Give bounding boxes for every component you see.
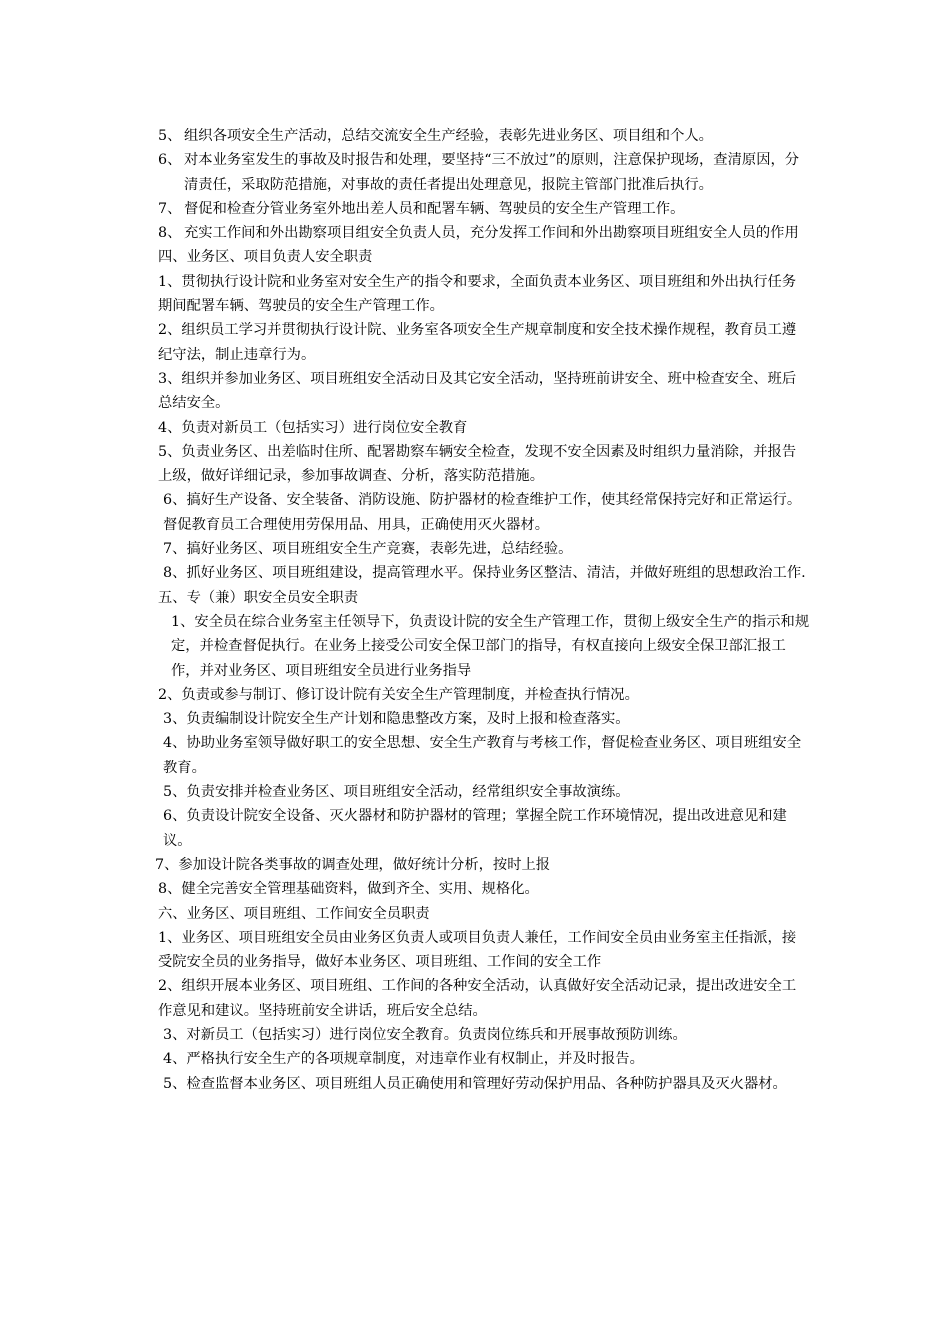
paragraph: 4、协助业务室领导做好职工的安全思想、安全生产教育与考核工作，督促检查业务区、项目班组安全教育。 [163, 735, 802, 776]
paragraph: 3、组织并参加业务区、项目班组安全活动日及其它安全活动，坚持班前讲安全、班中检查安全、班后总结安全。 [158, 370, 797, 412]
section-heading: 五、专（兼）职安全员安全职责 [158, 589, 359, 606]
item-text: 督促和检查分管业务室外地出差人员和配署车辆、驾驶员的安全生产管理工作。 [184, 200, 685, 217]
paragraph: 5、负责安排并检查业务区、项目班组安全活动，经常组织安全事故演练。 [163, 784, 630, 801]
section-heading: 六、业务区、项目班组、工作间安全员职责 [158, 905, 430, 922]
item-text: 组织各项安全生产活动，总结交流安全生产经验，表彰先进业务区、项目组和个人。 [184, 128, 713, 144]
item-number: 5、 [158, 128, 182, 144]
paragraph: 8、健全完善安全管理基础资料，做到齐全、实用、规格化。 [158, 881, 539, 898]
list-item [158, 148, 810, 197]
paragraph: 1、业务区、项目班组安全员由业务区负责人或项目负责人兼任，工作间安全员由业务室主任指派，接受院安全员的业务指导，做好本业务区、项目班组、工作间的安全工作 [158, 929, 797, 971]
paragraph: 6、负责设计院安全设备、灭火器材和防护器材的管理；掌握全院工作环境情况，提出改进意见和建议。 [163, 808, 787, 849]
item-number: 8、 [158, 225, 182, 242]
paragraph: 6、搞好生产设备、安全装备、消防设施、防护器材的检查维护工作，使其经常保持完好和正常运行。督促教育员工合理使用劳保用品、用具，正确使用灭火器材。 [163, 492, 802, 533]
section-heading: 四、业务区、项目负责人安全职责 [158, 249, 373, 266]
paragraph: 3、负责编制设计院安全生产计划和隐患整改方案，及时上报和检查落实。 [163, 711, 630, 728]
paragraph: 7、搞好业务区、项目班组安全生产竞赛，表彰先进，总结经验。 [163, 541, 573, 558]
paragraph: 2、负责或参与制订、修订设计院有关安全生产管理制度，并检查执行情况。 [158, 686, 639, 703]
paragraph: 8、抓好业务区、项目班组建设，提高管理水平。保持业务区整洁、清洁，并做好班组的思想政治工作. [163, 565, 806, 582]
paragraph: 4、严格执行安全生产的各项规章制度，对违章作业有权制止，并及时报告。 [163, 1051, 644, 1068]
paragraph: 1、贯彻执行设计院和业务室对安全生产的指令和要求，全面负责本业务区、项目班组和外出执行任务期间配署车辆、驾驶员的安全生产管理工作。 [158, 273, 797, 315]
paragraph: 1、安全员在综合业务室主任领导下，负责设计院的安全生产管理工作，贯彻上级安全生产的指示和规定，并检查督促执行。在业务上接受公司安全保卫部门的指导，有权直接向上级安全保卫部汇报工作，并对业务区、项目班组安全员进行业务指导 [171, 613, 810, 679]
item-text: 对本业务室发生的事故及时报告和处理，要坚持“三不放过”的原则，注意保护现场，查清原因，分清责任，采取防范措施，对事故的责任者提出处理意见，报院主管部门批准后执行。 [184, 152, 800, 193]
item-text: 充实工作间和外出勘察项目组安全负责人员，充分发挥工作间和外出勘察项目班组安全人员的作用 [184, 225, 799, 242]
list-item [158, 124, 810, 148]
list-item [158, 221, 810, 245]
paragraph: 2、组织员工学习并贯彻执行设计院、业务室各项安全生产规章制度和安全技术操作规程，教育员工遵纪守法，制止违章行为。 [158, 322, 797, 363]
item-number: 7、 [158, 200, 182, 217]
list-item [158, 197, 810, 221]
paragraph: 2、组织开展本业务区、项目班组、工作间的各种安全活动，认真做好安全活动记录，提出改进安全工作意见和建议。坚持班前安全讲话，班后安全总结。 [158, 978, 797, 1019]
paragraph: 5、检查监督本业务区、项目班组人员正确使用和管理好劳动保护用品、各种防护器具及灭火器材。 [163, 1075, 787, 1092]
document-body [155, 124, 810, 1096]
paragraph: 5、负责业务区、出差临时住所、配署勘察车辆安全检查，发现不安全因素及时组织力量消除，并报告上级，做好详细记录，参加事故调查、分析，落实防范措施。 [158, 443, 797, 485]
paragraph: 3、对新员工（包括实习）进行岗位安全教育。负责岗位练兵和开展事故预防训练。 [163, 1026, 687, 1043]
paragraph: 7、参加设计院各类事故的调查处理，做好统计分析，按时上报 [155, 856, 551, 873]
paragraph: 4、负责对新员工（包括实习）进行岗位安全教育 [158, 419, 468, 436]
item-number: 6、 [158, 152, 182, 169]
